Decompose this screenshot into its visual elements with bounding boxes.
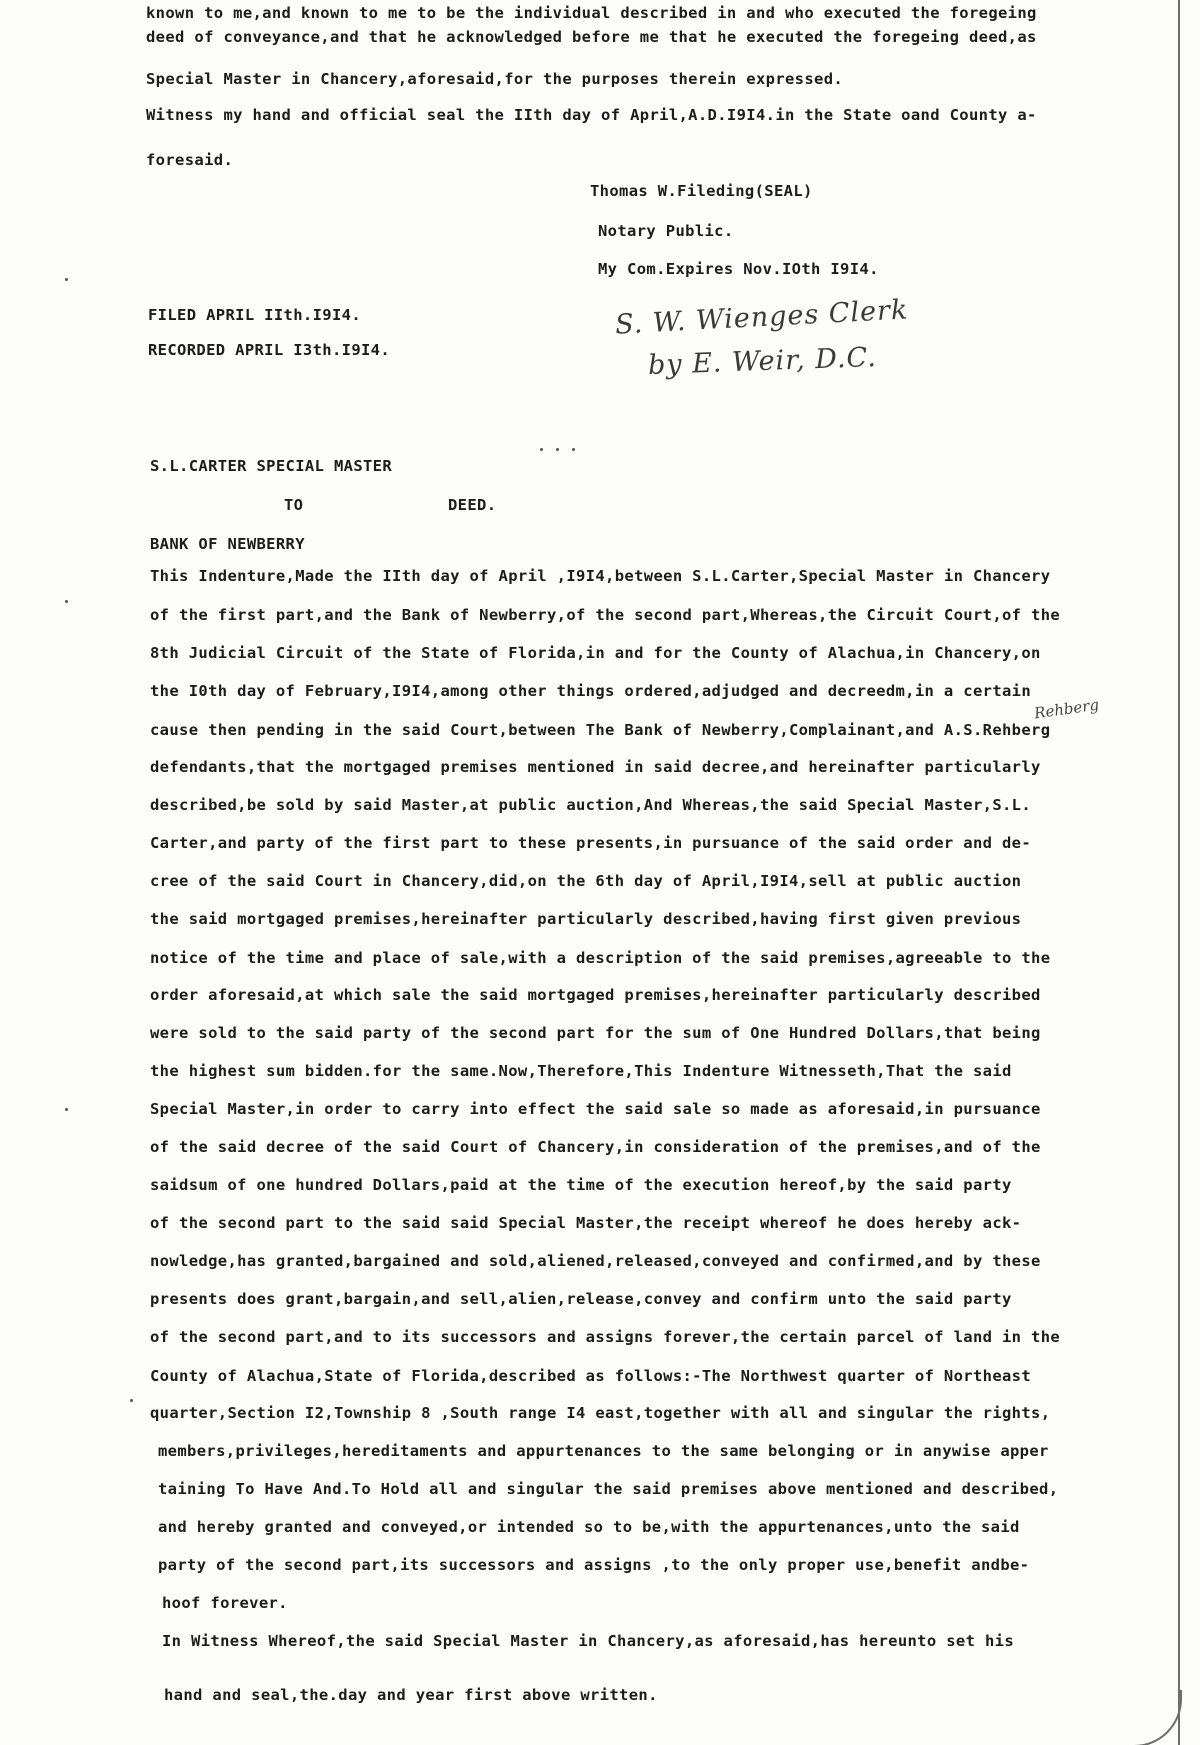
notary-commission: My Com.Expires Nov.IOth I9I4. [598, 260, 879, 278]
deputy-clerk-signature: by E. Weir, D.C. [647, 342, 878, 381]
body-line-22: County of Alachua,State of Florida,described as follows:-The Northwest quarter of Northeast [150, 1367, 1032, 1385]
scan-speck [540, 448, 543, 451]
body-line-27: party of the second part,its successors and assigns ,to the only proper use,benefit andbe- [158, 1556, 1030, 1574]
body-line-21: of the second part,and to its successors and assigns forever,the certain parcel of land in the [150, 1328, 1061, 1346]
body-line-5: cause then pending in the said Court,between The Bank of Newberry,Complainant,and A.S.Rehberg [150, 721, 1051, 739]
intro-line-1: known to me,and known to me to be the individual described in and who executed the foregeing [146, 4, 1037, 22]
scan-speck [130, 1399, 133, 1402]
body-line-10: the said mortgaged premises,hereinafter particularly described,having first given previous [150, 910, 1022, 928]
body-line-13: were sold to the said party of the second part for the sum of One Hundred Dollars,that being [150, 1024, 1041, 1042]
filed-date: FILED APRIL IIth.I9I4. [148, 306, 361, 324]
intro-line-3: Special Master in Chancery,aforesaid,for the purposes therein expressed. [146, 70, 844, 88]
body-line-17: saidsum of one hundred Dollars,paid at the time of the execution hereof,by the said party [150, 1176, 1012, 1194]
body-line-3: 8th Judicial Circuit of the State of Florida,in and for the County of Alachua,in Chancery,on [150, 644, 1041, 662]
grantor-heading: S.L.CARTER SPECIAL MASTER [150, 457, 393, 475]
body-line-16: of the said decree of the said Court of Chancery,in consideration of the premises,and of the [150, 1138, 1041, 1156]
body-line-23: quarter,Section I2,Township 8 ,South range I4 east,together with all and singular the rights, [150, 1404, 1051, 1422]
body-line-14: the highest sum bidden.for the same.Now,Therefore,This Indenture Witnesseth,That the said [150, 1062, 1012, 1080]
scan-speck [556, 448, 559, 451]
body-line-18: of the second part to the said said Special Master,the receipt whereof he does hereby ack- [150, 1214, 1022, 1232]
body-line-1: This Indenture,Made the IIth day of April ,I9I4,between S.L.Carter,Special Master in Chancery [150, 567, 1051, 585]
body-line-4: the I0th day of February,I9I4,among other things ordered,adjudged and decreedm,in a certain [150, 682, 1032, 700]
deed-heading: DEED. [448, 496, 497, 514]
body-line-24: members,privileges,hereditaments and appurtenances to the same belonging or in anywise apper [158, 1442, 1049, 1460]
body-line-20: presents does grant,bargain,and sell,alien,release,convey and confirm unto the said party [150, 1290, 1012, 1308]
body-line-15: Special Master,in order to carry into effect the said sale so made as aforesaid,in pursuance [150, 1100, 1041, 1118]
body-line-6: defendants,that the mortgaged premises mentioned in said decree,and hereinafter particularly [150, 758, 1041, 776]
body-line-28: hoof forever. [162, 1594, 288, 1612]
to-heading: TO [284, 496, 304, 514]
intro-line-5: foresaid. [146, 151, 234, 169]
margin-annotation: Rehberg [1033, 695, 1101, 723]
body-line-7: described,be sold by said Master,at public auction,And Whereas,the said Special Master,S.L. [150, 796, 1032, 814]
scan-speck [65, 1108, 68, 1111]
notary-name: Thomas W.Fileding(SEAL) [590, 182, 813, 200]
body-line-9: cree of the said Court in Chancery,did,on the 6th day of April,I9I4,sell at public auction [150, 872, 1022, 890]
intro-line-4: Witness my hand and official seal the IIth day of April,A.D.I9I4.in the State oand County a- [146, 106, 1037, 124]
scan-speck [572, 448, 575, 451]
intro-line-2: deed of conveyance,and that he acknowledged before me that he executed the foregeing deed,as [146, 28, 1037, 46]
grantee-heading: BANK OF NEWBERRY [150, 535, 305, 553]
body-line-8: Carter,and party of the first part to these presents,in pursuance of the said order and de- [150, 834, 1032, 852]
scan-speck [65, 600, 68, 603]
clerk-signature: S. W. Wienges Clerk [614, 294, 910, 341]
body-line-12: order aforesaid,at which sale the said mortgaged premises,hereinafter particularly described [150, 986, 1041, 1004]
page-corner-curl [1125, 1690, 1182, 1745]
recorded-date: RECORDED APRIL I3th.I9I4. [148, 341, 391, 359]
body-line-26: and hereby granted and conveyed,or intended so to be,with the appurtenances,unto the said [158, 1518, 1020, 1536]
page-edge [1178, 0, 1180, 1745]
body-line-30: hand and seal,the.day and year first above written. [164, 1686, 658, 1704]
body-line-19: nowledge,has granted,bargained and sold,aliened,released,conveyed and confirmed,and by these [150, 1252, 1041, 1270]
body-line-29: In Witness Whereof,the said Special Master in Chancery,as aforesaid,has hereunto set his [162, 1632, 1014, 1650]
notary-title: Notary Public. [598, 222, 734, 240]
scan-speck [65, 278, 68, 281]
body-line-11: notice of the time and place of sale,with a description of the said premises,agreeable to the [150, 949, 1051, 967]
body-line-25: taining To Have And.To Hold all and singular the said premises above mentioned and described, [158, 1480, 1059, 1498]
body-line-2: of the first part,and the Bank of Newberry,of the second part,Whereas,the Circuit Court,of the [150, 606, 1061, 624]
